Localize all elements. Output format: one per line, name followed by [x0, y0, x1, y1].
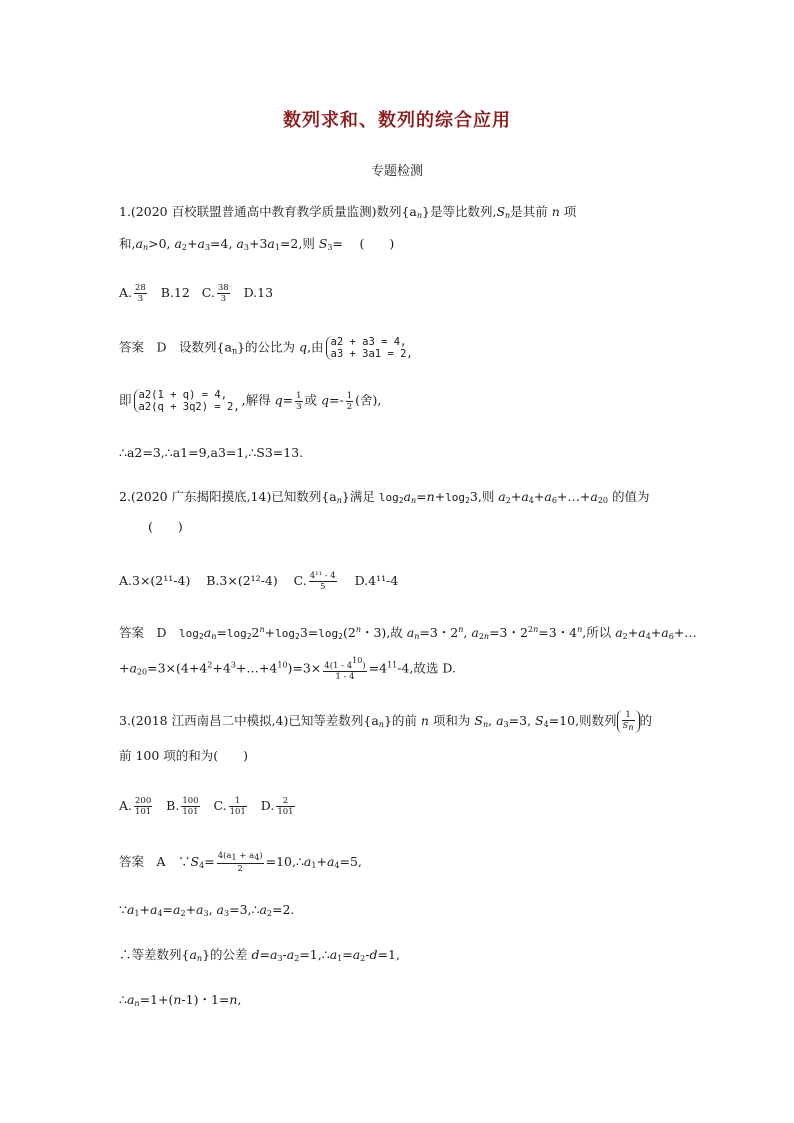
q1-option-a-fraction: $\frac{28}{3}$ — [135, 283, 146, 304]
q1-stem-line1: 1.(2020 百校联盟普通高中教育教学质量监测)数列$\{a_n\}$是等比数列$,S_n$是其前 n 项 — [119, 204, 577, 220]
q3-answer-line1: 答案 A $\because S_4=$ $\frac{4(a_1 + a_4)}{2}$ $=10,\therefore a_1+a_4=5$, — [119, 851, 362, 874]
page-title: 数列求和、数列的综合应用 — [283, 110, 511, 131]
q1-options: A. $\frac{28}{3}$ B.12 C. $\frac{38}{3}$ D.13 — [119, 283, 274, 304]
q1-option-c-fraction: $\frac{38}{3}$ — [217, 283, 229, 304]
q1-stem-line2: 和$,a_n>0$, $a_2+a_3=4$, $a_3+3a_1=2$,则 $S_3=$ ( ) — [119, 236, 395, 252]
q3-stem-line1: 3.(2018 江西南昌二中模拟,4)已知等差数列$\{a_n\}$的前 n 项和为 $S_n$, $a_3=3$, $S_4=10$,则数列 $\frac{1}{S_n}$ 的 — [119, 710, 653, 732]
q3-answer-line3: ∴等差数列$\{a_n\}$的公差 $d=a_3-a_2=1,\therefore a_1=a_2-d=1$, — [119, 947, 400, 963]
q1-answer-line2: 即 a2(1 + q) = 4, a2(q + 3q2) = 2, ,解得 q= $\frac{1}{3}$ 或 q=- $\frac{1}{2}$ (舍), — [119, 389, 382, 413]
q2-options: A.3×(2¹¹-4) B.3×(2¹²-4) C. $\frac{\text{4¹¹ - 4}}{5}$ D.4¹¹-4 — [119, 571, 399, 592]
q2-paren: ( ) — [148, 519, 183, 534]
page-subtitle: 专题检测 — [370, 164, 423, 179]
q2-answer-line1: 答案 D $\log_2a_n=\log_22^n+\log_23=\log_2(2^n$・3),故 $a_n=3$・2$^n$, $a_{2n}=3$・$2^{2n}=3$・4$^n$,所以 $a_2+a_4+a_6+\dots$ — [119, 625, 697, 641]
q3-answer-line2: $\because a_1+a_4=a_2+a_3$, $a_3=3,\therefore a_2=2$. — [119, 902, 295, 918]
q1-equation-system-2: a2(1 + q) = 4, a2(q + 3q2) = 2, — [134, 389, 240, 413]
q2-stem-line1: 2.(2020 广东揭阳摸底,14)已知数列$\{a_n\}$满足 $\log_2a_n=n+\log_23$,则 $a_2+a_4+a_6+\dots+a_{20}$ 的值为 — [119, 489, 650, 505]
q2-option-c-fraction: $\frac{\text{4¹¹ - 4}}{5}$ — [309, 571, 336, 592]
q3-answer-line4: $\therefore a_n=1+(n-1)$・1=n, — [119, 992, 242, 1008]
q1-answer-line1: 答案 D 设数列$\{a_n\}$的公比为 q,由 a2 + a3 = 4, a3 + 3a1 = 2, — [119, 336, 413, 360]
q3-stem-line2: 前 100 项的和为( ) — [119, 748, 249, 763]
q1-equation-system: a2 + a3 = 4, a3 + 3a1 = 2, — [326, 336, 413, 360]
q2-answer-line2: $+a_{20}=3\times(4+4^2+4^3+\dots+4^{10})=3\times$ $\frac{4(1 - 4^{10})}{1 - 4}$ $=4^{11}-4$,故选 D. — [119, 656, 456, 682]
q3-options: A. $\frac{200}{101}$ B. $\frac{100}{101}$ C. $\frac{1}{101}$ D. $\frac{2}{101}$ — [119, 796, 294, 817]
q1-answer-line3: ∴a2=3,∴a1=9,a3=1,∴S3=13. — [119, 445, 304, 460]
